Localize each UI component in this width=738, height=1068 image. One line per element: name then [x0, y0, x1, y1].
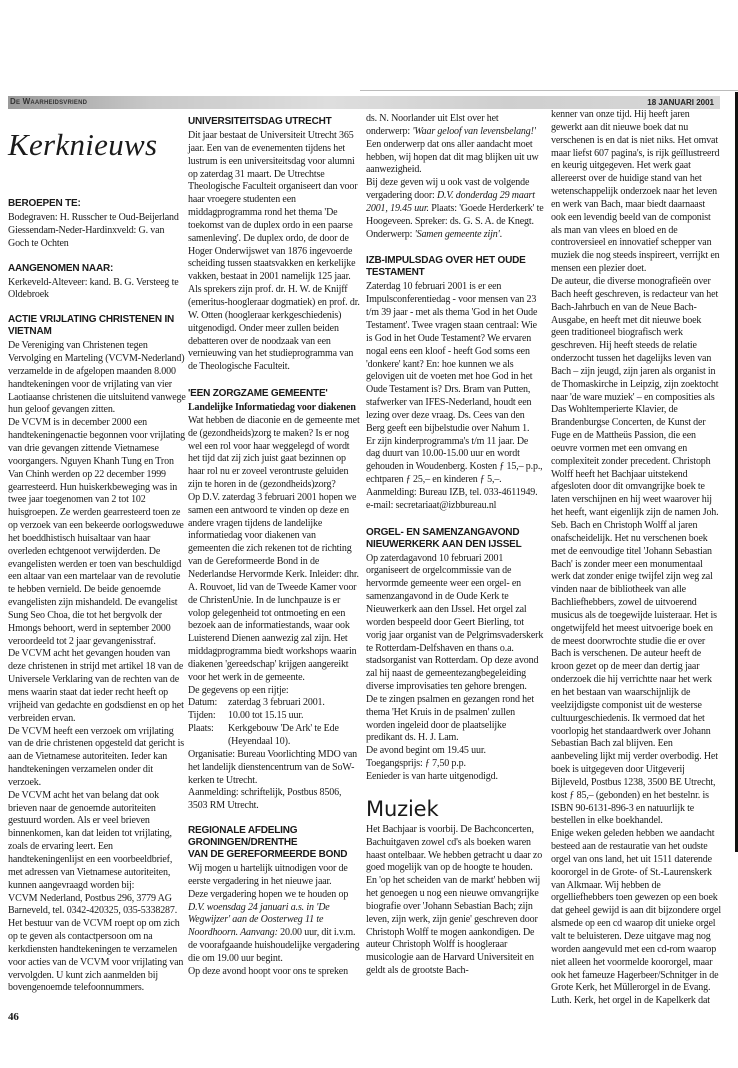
detail-label: Datum:	[188, 697, 218, 709]
paragraph: kenner van onze tijd. Hij heeft jaren gewerkt aan dit nieuwe boek dat nu verschenen is en dat is niet niks. Het omvat maar liefst 607 pagina's, is rijk geïllustreerd en keurig uitgegeven. Het werk gaat allereerst over de huidige stand van het wetenschappelijk onderzoek naar het leven en werk van Bach, maar biedt daarnaast ook een levendig beeld van de componist als man van vlees en bloed en de controversieel en innovatief schepper van muziek die nog steeds inspireert, verrijkt en mensen een plezier doet.	[551, 109, 720, 275]
beroepen-line: Giessendam-Neder-Hardinxveld: G. van Goch te Ochten	[8, 224, 165, 249]
detail-value: Kerkgebouw 'De Ark' te Ede (Heyendaal 10).	[228, 723, 339, 747]
italic-text: D.V. woensdag 24 januari a.s. in 'De Wegwijzer' aan de Oosterweg 11 te Noordhoorn. Aanvang:	[188, 901, 330, 939]
paragraph: De avond begint om 19.45 uur. Toegangsprijs: ƒ 7,50 p.p.	[366, 745, 486, 770]
paragraph: Op D.V. zaterdag 3 februari 2001 hopen we samen een antwoord te vinden op deze en andere vragen tijdens de landelijke informatiedag voor diakenen van gemeenten die zich rekenen tot de richting van de Gereformeerde Bond in de Nederlandse Hervormde Kerk. Inleider: dhr. A. Rouvoet, lid van de Tweede Kamer voor de ChristenUnie. In de lunchpauze is er volop gelegenheid tot ontmoeting en een bezoek aan de informatiestands, waar ook Luisterend Dienen aanwezig zal zijn. Het middagprogramma biedt workshops waarin diakenen 'gereedschap' krijgen aangereikt voor het werk in de gemeente.	[188, 491, 359, 683]
detail-value: zaterdag 3 februari 2001.	[228, 697, 325, 709]
text: ds. N. Noorlander uit Elst over het onderwerp:	[366, 113, 499, 137]
section-title-kerknieuws: Kerknieuws	[8, 127, 158, 162]
paragraph	[188, 889, 360, 966]
heading-vietnam: ACTIE VRIJLATING CHRISTENEN IN VIETNAM	[8, 314, 175, 338]
paragraph: Er zijn kinderprogramma's t/m 11 jaar. De dag duurt van 10.00-15.00 uur en wordt gehouden in Woudenberg. Kosten ƒ 15,– p.p., echtparen ƒ 25,– en kinderen ƒ 5,–. Aanmelding: Bureau IZB, tel. 033-4611949.	[366, 435, 543, 498]
text: 20.00 uur, dit i.v.m. de voorafgaande huishoudelijke vergadering die om 19.00 uur begint.	[188, 927, 360, 964]
paragraph: De VCVM heeft een verzoek om vrijlating van de drie christenen opgesteld dat gericht is aan de Vietnamese autoriteiten. Ieder kan handtekeningen verzamelen onder dit verzoek.	[8, 725, 184, 788]
paragraph: De VCVM is in december 2000 een handtekeningenactie begonnen voor vrijlating van drie gevangen zittende Vietnamese voorgangers. Nguyen Khanh Tung en Tron Van Chinh werden op 22 december 1999 gearresteerd. Hun huiskerkbeweging was in twee jaar toegenomen van 2 tot 102 huisgroepen. Ze werden gearresteerd toen ze op verzoek van een bekeerde oorlogsweduwe het boeddhistisch huisaltaar van haar overleden echtgenoot verwijderden. De evangelisten werden er toen van beschuldigd een altaar van een martelaar van de revolutie te hebben vernield. De beide genoemde evangelisten zijn mishandeld. De evangelist Sung Seo Choa, die tot het bergvolk der Hmongs behoort, werd in september 2000 veroordeeld tot 2 jaar gevangenisstraf.	[8, 417, 185, 647]
paragraph: Organisatie: Bureau Voorlichting MDO van het landelijk dienstencentrum van de SoW-kerken te Utrecht.	[188, 748, 357, 786]
paragraph: Eenieder is van harte uitgenodigd.	[366, 770, 498, 782]
heading-zorgzame-gemeente: 'EEN ZORGZAME GEMEENTE'	[188, 388, 328, 400]
paragraph: Aanmelding: schriftelijk, Postbus 8506, 3503 RM Utrecht.	[188, 787, 342, 812]
column-3	[366, 113, 544, 978]
detail-label: Plaats:	[188, 723, 214, 735]
heading-beroepen: BEROEPEN TE:	[8, 198, 81, 209]
detail-label: Tijden:	[188, 710, 216, 722]
paragraph	[366, 113, 544, 177]
paragraph: Dit jaar bestaat de Universiteit Utrecht 365 jaar. Een van de evenementen tijdens het lustrum is een universiteitsdag voor alumni op zaterdag 31 maart. De Utrechtse Theologische Faculteit organiseert dan voor haar vroegere studenten een middagprogramma rond het thema 'De toekomst van de duplex ordo in een paarse samenleving'. De duplex ordo, de door de Hoger Onderwijswet van 1876 ingevoerde scheiding tussen staatsvakken en kerkelijke vakken, bestaat in 2001 namelijk 125 jaar. Als sprekers zijn prof. dr. H. W. de Knijff (emeritus-hoogleraar dogmatiek) en prof. dr. W. Otten (hoogleraar kerkgeschiedenis) uitgenodigd. Onder meer zullen beiden debatteren over de noodzaak van een vernieuwing van het studieprogramma van de Theologische Faculteit.	[188, 130, 360, 373]
aangenomen-line: Kerkeveld-Alteveer: kand. B. G. Versteeg te Oldebroek	[8, 276, 179, 301]
text: Deze vergadering hopen we te houden op	[188, 888, 349, 900]
page-header-band	[8, 96, 720, 109]
paragraph: De VCVM acht het gevangen houden van deze christenen in strijd met artikel 18 van de Universele Verklaring van de rechten van de mens waarin staat dat ieder recht heeft op vrijheid van gedachte en godsdienst en op het verbreiden ervan.	[8, 648, 184, 724]
paragraph: De gegevens op een rijtje:	[188, 684, 289, 696]
heading-universiteitsdag: UNIVERSITEITSDAG UTRECHT	[188, 116, 332, 127]
heading-orgel: ORGEL- EN SAMENZANGAVOND NIEUWERKERK AAN DEN IJSSEL	[366, 526, 522, 550]
italic-text: D.V. donderdag 29 maart 2001, 19.45 uur.	[366, 190, 535, 214]
column-2	[188, 116, 360, 979]
heading-groningen: REGIONALE AFDELING GRONINGEN/DRENTHE	[188, 825, 298, 849]
text: Een onderwerp dat ons aller aandacht moet hebben, wij hopen dat dit mag blijken uit uw aanwezigheid.	[366, 138, 539, 176]
paragraph: Wij mogen u hartelijk uitnodigen voor de eerste vergadering in het nieuwe jaar.	[188, 863, 348, 887]
page-number: 46	[8, 1011, 19, 1024]
issue-date: 18 JANUARI 2001	[647, 98, 714, 107]
detail-row	[188, 697, 360, 710]
heading-izb: IZB-IMPULSDAG OVER HET OUDE TESTAMENT	[366, 255, 526, 279]
paragraph: De te zingen psalmen en gezangen rond het thema 'Het Kruis in de psalmen' zullen worden ingeleid door de plaatselijke predikant ds. H. J. Lam.	[366, 693, 534, 744]
section-title-muziek: Muziek	[366, 796, 439, 821]
email-address: e-mail: secretariaat@izbbureau.nl	[366, 499, 497, 511]
heading-aangenomen: AANGENOMEN NAAR:	[8, 262, 114, 274]
paragraph: Het Bachjaar is voorbij. De Bachconcerten, Bachuitgaven zowel cd's als boeken waren haast ontelbaar. We hebben getracht u daar zo goed mogelijk van op de hoogte te houden. En 'op het scheiden van de markt' hebben wij het genoegen u nog een nieuwe omvangrijke biografie over 'Johann Sebastian Bach; zijn leven, zijn werk, zijn genie' geschreven door Christoph Wolff te mogen aankondigen. De auteur Christoph Wolff is hoogleraar musicologie aan de Harvard Universiteit en geldt als de grootste Bach-	[366, 823, 543, 977]
text: Plaats: 'Goede Herderkerk' te Hoogeveen. Spreker: ds. G. S. A. de Knegt. Onderwerp:	[366, 202, 544, 240]
heading-gereformeerde-bond: VAN DE GEREFORMEERDE BOND	[188, 849, 348, 861]
paragraph: Op zaterdagavond 10 februari 2001 organiseert de orgelcommissie van de hervormde gemeente weer een orgel- en samenzangavond in de Oude Kerk te Nieuwerkerk aan den IJssel. Het orgel zal worden bespeeld door Geert Bierling, tot vorig jaar organist van de Pelgrimsvaderskerk te Rotterdam-Delfshaven en thans o.a. stadsorganist van Rotterdam. Op deze avond zal hij naast de gemeentezangbegeleiding diverse improvisaties ten gehore brengen.	[366, 552, 544, 693]
text: .	[499, 228, 502, 240]
paragraph: Op deze avond hoopt voor ons te spreken	[188, 965, 348, 977]
paragraph	[366, 177, 544, 241]
italic-text: 'Waar geloof van levensbelang!'	[412, 125, 536, 137]
detail-value: 10.00 tot 15.15 uur.	[228, 710, 304, 722]
paragraph: Wat hebben de diaconie en de gemeente met de (gezondheids)zorg te maken? Is er nog wel een rol voor haar weggelegd of wordt het tijd dat zij zich juist gaat bezinnen op haar rol nu er zoveel verontruste geluiden zijn te horen in de (gezondheids)zorg?	[188, 414, 360, 491]
publication-logo: De Waarheidsvriend	[10, 97, 88, 106]
top-rule	[360, 90, 738, 91]
paragraph: De auteur, die diverse monografieën over Bach heeft geschreven, is redacteur van het Bach-Jahrbuch en van de Neue Bach-Ausgabe, en heeft met dit nieuwe boek geen traditioneel biografisch werk geschreven. Hij heeft steeds de relatie onderzocht tussen het dagelijks leven van Bach – zijn jeugd, zijn jaren als organist in de Thomaskirche in Leipzig, zijn zoektocht naar 'de ware muziek' – en composities als Das Wohltemperierte Klavier, de Brandenburgse Concerten, de Kunst der Fuge en de Mattheüs Passion, die een oeuvre vormen met een omvang en complexiteit zonder precedent. Christoph Wolff heeft het Bachjaar uitstekend afgesloten door dit omvangrijke boek te laten verschijnen en hij weet waarover hij het heeft, want eigenlijk zijn de namen Joh. Seb. Bach en Christoph Wolff al jaren onafscheidelijk. Het nu verschenen boek met de eenvoudige titel 'Johann Sebastian Bach' is zonder meer een monumentaal werk dat zonder enige twijfel zijn weg zal vinden naar de bibliotheek van alle Bachliefhebbers, zowel de uitvoerend musicus als de toegewijde luisteraar. Het is ongetwijfeld het meest uitvoerige boek en de meest doorwrochte studie die er over Bach is verschenen. De auteur heeft de kroon gezet op de meer dan dertig jaar onderzoek die hij verrichtte naar het werk en het bestaan van waarschijnlijk de veelzijdigste componist uit de westerse cultuurgeschiedenis. Ik vermoed dat het voorlopig het standaardwerk over Johann Sebastian Bach zal blijven. Een aanbeveling lijkt mij verder overbodig. Het boek is uitgegeven door Uitgeverij Bijleveld, Postbus 1238, 3500 BE Utrecht, kost ƒ 85,– (gebonden) en het bestelnr. is ISBN 90-6131-896-3 en natuurlijk te bestellen in elke boekhandel.	[551, 275, 719, 827]
paragraph: De Vereniging van Christenen tegen Vervolging en Marteling (VCVM-Nederland) verzamelde in de afgelopen maanden 8.000 handtekeningen voor de vrijlating van vier Laotiaanse christenen die uitsluitend vanwege hun geloof gevangen zitten.	[8, 340, 186, 416]
detail-row	[188, 710, 360, 723]
column-1	[8, 128, 186, 1024]
italic-text: 'Samen gemeente zijn'	[414, 228, 500, 240]
beroepen-line: Bodegraven: H. Russcher te Oud-Beijerland	[8, 212, 179, 223]
subheading: Landelijke Informatiedag voor diakenen	[188, 402, 356, 414]
text: Bij deze geven wij u ook vast de volgende vergadering door:	[366, 177, 530, 202]
detail-row	[188, 723, 360, 749]
paragraph: Enige weken geleden hebben we aandacht besteed aan de restauratie van het oudste orgel van ons land, het uit 1511 daterende koororgel in de Grote- of St.-Laurenskerk van Alkmaar. Wij hebben de orgelliefhebbers toen gewezen op een boek dat geheel gewijd is aan dit bijzondere orgel alsmede op een cd waarop dit unieke orgel valt te beluisteren. Deze uitgave mag nog worden aangevuld met een cd-rom waarop niet alleen het voormelde koororgel, maar ook het fameuze Hagerbeer/Schnitger in de Grote Kerk, het Müllerorgel in de Evang. Luth. Kerk, het orgel in de Kapelkerk dat	[551, 828, 721, 1007]
paragraph: Zaterdag 10 februari 2001 is er een Impulsconferentiedag - voor mensen van 23 t/m 39 jaar - met als thema 'God in het Oude Testament'. Twee vragen staan centraal: Wie is God in het Oude Testament? We ervaren nogal eens een kloof - heeft God soms een 'donkere' kant? En: hoe kunnen we als gelovigen uit de voeten met hoe God in het Oude Testament is? Drs. Bram van Putten, stafwerker van IFES-Nederland, houdt een lezing over deze vraag. Ds. Cees van den Berg geeft een bijbelstudie over Nahum 1.	[366, 281, 538, 434]
paragraph: De VCVM acht het van belang dat ook brieven naar de genoemde autoriteiten gestuurd worden. Als er veel brieven binnenkomen, kan dat leiden tot vrijlating, zoals de ervaring leert. Een handtekeningenlijst en een voorbeeldbrief, met adressen van Vietnamese autoriteiten, kunnen aangevraagd worden bij:	[8, 789, 173, 891]
column-4	[551, 109, 721, 1008]
paragraph: VCVM Nederland, Postbus 296, 3779 AG Barneveld, tel. 0342-420325, 035-5338287. Het bestuur van de VCVM roept op om zich op te geven als contactpersoon om na kerkdiensten handtekeningen te verzamelen voor acties van de VCVM voor vrijlating van vervolgden. U kunt zich aanmelden bij bovengenoemde telefoonnummers.	[8, 892, 184, 994]
